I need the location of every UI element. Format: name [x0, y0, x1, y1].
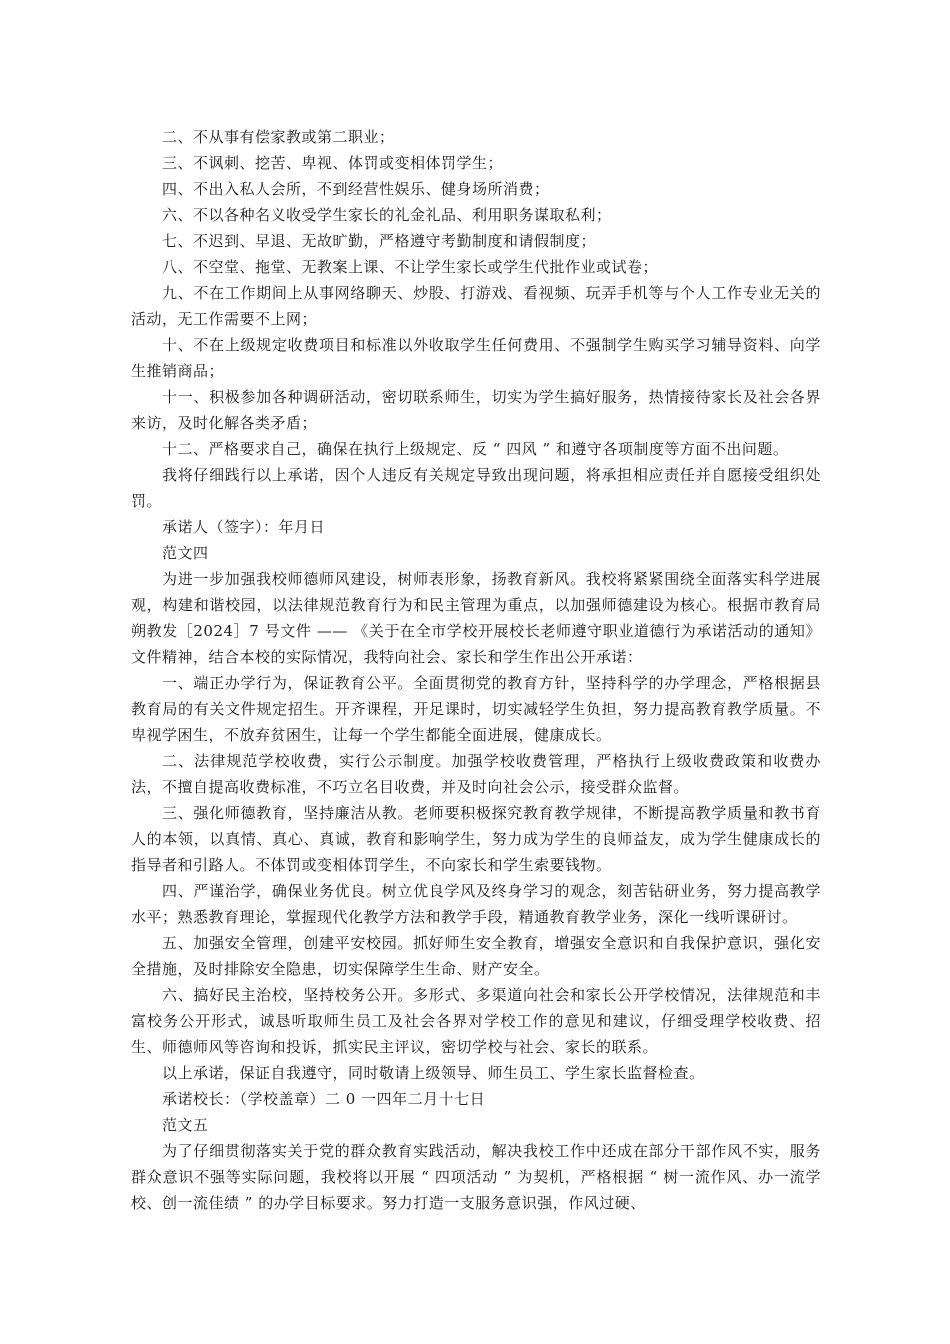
section-heading: 范文五 — [162, 1116, 209, 1134]
signature-line: 承诺人（签字）：年月日 — [162, 518, 326, 536]
paragraph: 二、不从事有偿家教或第二职业； — [162, 128, 395, 146]
document-body — [131, 124, 821, 1216]
paragraph: 为进一步加强我校师德师风建设，树师表形象，扬教育新风。我校将紧紧围绕全面落实科学进展观，构建和谐校园，以法律规范教育行为和民主管理为重点，以加强师德建设为核心。根据市教育局朔教发［2024］7 号文件 —— 《关于在全市学校开展校长老师遵守职业道德行为承诺活动的通知》文件精神，结合本校的实际情况，我特向社会、家长和学生作出公开承诺： — [131, 570, 821, 666]
paragraph: 我将仔细践行以上承诺，因个人违反有关规定导致出现问题，将承担相应责任并自愿接受组织处罚。 — [131, 466, 821, 510]
paragraph: 四、不出入私人会所，不到经营性娱乐、健身场所消费； — [162, 180, 550, 198]
paragraph: 七、不迟到、早退、无故旷勤，严格遵守考勤制度和请假制度； — [162, 232, 597, 250]
paragraph: 五、加强安全管理，创建平安校园。抓好师生安全教育，增强安全意识和自我保护意识，强化安全措施，及时排除安全隐患，切实保障学生生命、财产安全。 — [131, 934, 821, 978]
signature-line: 承诺校长：（学校盖章）二 0 一四年二月十七日 — [162, 1090, 486, 1108]
section-heading: 范文四 — [162, 544, 209, 562]
paragraph: 九、不在工作期间上从事网络聊天、炒股、打游戏、看视频、玩弄手机等与个人工作专业无关的活动，无工作需要不上网； — [131, 284, 821, 328]
paragraph: 二、法律规范学校收费，实行公示制度。加强学校收费管理，严格执行上级收费政策和收费办法，不擅自提高收费标准，不巧立名目收费，并及时向社会公示，接受群众监督。 — [131, 752, 821, 796]
paragraph: 六、不以各种名义收受学生家长的礼金礼品、利用职务谋取私利； — [162, 206, 612, 224]
paragraph: 八、不空堂、拖堂、无教案上课、不让学生家长或学生代批作业或试卷； — [162, 258, 659, 276]
paragraph: 三、强化师德教育，坚持廉洁从教。老师要积极探究教育教学规律，不断提高教学质量和教书育人的本领，以真情、真心、真诚，教育和影响学生，努力成为学生的良师益友，成为学生健康成长的指导者和引路人。不体罚或变相体罚学生，不向家长和学生索要钱物。 — [131, 804, 821, 874]
paragraph: 十二、严格要求自己，确保在执行上级规定、反 “ 四风 ” 和遵守各项制度等方面不出问题。 — [162, 440, 789, 458]
paragraph: 以上承诺，保证自我遵守，同时敬请上级领导、师生员工、学生家长监督检查。 — [162, 1064, 705, 1082]
paragraph: 为了仔细贯彻落实关于党的群众教育实践活动，解决我校工作中还成在部分干部作风不实，服务群众意识不强等实际问题，我校将以开展 “ 四项活动 ” 为契机，严格根据 “ 树一流作风、办一流学校、创一流佳绩 ” 的办学目标要求。努力打造一支服务意识强，作风过硬、 — [131, 1142, 821, 1212]
paragraph: 四、严谨治学，确保业务优良。树立优良学风及终身学习的观念，刻苦钻研业务，努力提高教学水平；熟悉教育理论，掌握现代化教学方法和教学手段，精通教育教学业务，深化一线听课研讨。 — [131, 882, 821, 926]
paragraph: 十一、积极参加各种调研活动，密切联系师生，切实为学生搞好服务，热情接待家长及社会各界来访，及时化解各类矛盾； — [131, 388, 821, 432]
paragraph: 一、端正办学行为，保证教育公平。全面贯彻党的教育方针，坚持科学的办学理念，严格根据县教育局的有关文件规定招生。开齐课程，开足课时，切实减轻学生负担，努力提高教育教学质量。不卑视学困生，不放弃贫困生，让每一个学生都能全面进展，健康成长。 — [131, 674, 821, 744]
paragraph: 十、不在上级规定收费项目和标准以外收取学生任何费用、不强制学生购买学习辅导资料、向学生推销商品； — [131, 336, 821, 380]
paragraph: 三、不讽刺、挖苦、卑视、体罚或变相体罚学生； — [162, 154, 504, 172]
paragraph: 六、搞好民主治校，坚持校务公开。多形式、多渠道向社会和家长公开学校情况，法律规范和丰富校务公开形式，诚恳听取师生员工及社会各界对学校工作的意见和建议，仔细受理学校收费、招生、师德师风等咨询和投诉，抓实民主评议，密切学校与社会、家长的联系。 — [131, 986, 821, 1056]
